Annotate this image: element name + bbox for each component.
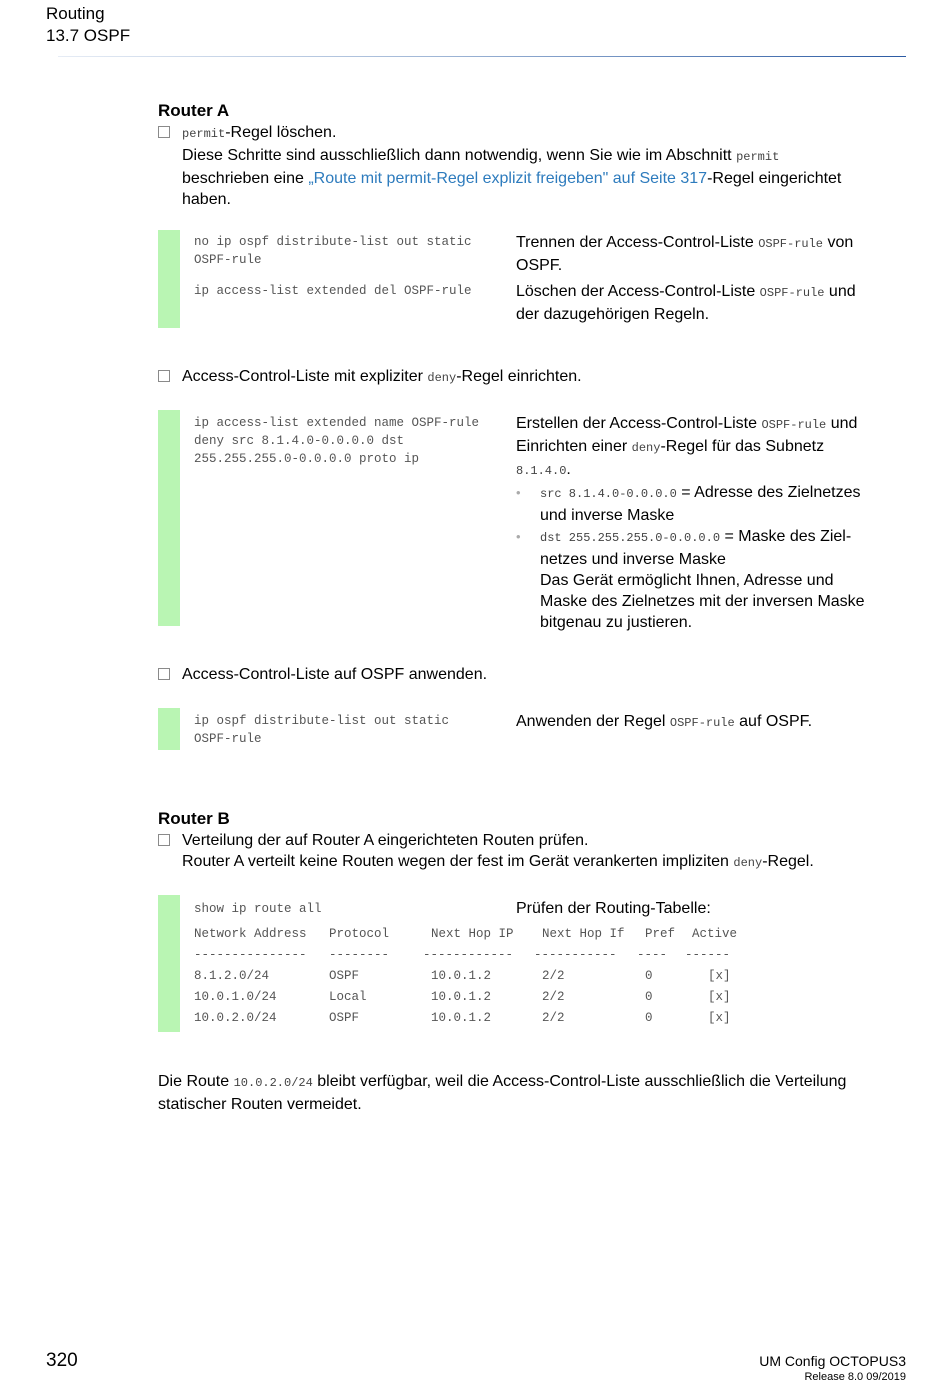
description-disconnect: Trennen der Access-Control-Liste OSPF-rule von OSPF. <box>516 234 854 274</box>
command-disconnect: no ip ospf distribute-list out static OSPF-rule <box>194 235 472 267</box>
router-b-step1: Verteilung der auf Router A eingerichteten Routen prüfen. Router A verteilt keine Routen wegen der fest im Gerät verankerten impliziten deny-Regel. <box>158 830 918 874</box>
table-header-pref: Pref <box>645 927 676 941</box>
checkbox-icon <box>158 126 170 138</box>
page-number: 320 <box>46 1350 78 1371</box>
table-cell: 2/2 <box>542 1011 565 1025</box>
table-cell: 0 <box>645 969 653 983</box>
table-cell: 8.1.2.0/24 <box>194 969 270 983</box>
table-separator: -------- <box>329 948 390 962</box>
table-header-nexthop-if: Next Hop If <box>542 927 625 941</box>
table-separator: ----------- <box>534 948 617 962</box>
section-link[interactable]: „Route mit permit-Regel explizit freigeben" auf Seite 317 <box>308 170 708 187</box>
table-cell: 10.0.1.0/24 <box>194 990 277 1004</box>
checkbox-icon <box>158 668 170 680</box>
code-bar <box>158 230 180 328</box>
footer-document: UM Config OCTOPUS3 <box>759 1353 906 1369</box>
table-cell: [x] <box>708 990 731 1004</box>
footer-release: Release 8.0 09/2019 <box>804 1371 906 1383</box>
table-separator: ------------ <box>423 948 514 962</box>
router-b-heading: Router B <box>158 809 230 828</box>
conclusion-paragraph: Die Route 10.0.2.0/24 bleibt verfügbar, weil die Access-Control-Liste ausschließlich die Verteilung statischer Routen vermeidet. <box>158 1073 847 1113</box>
router-a-step1: permit-Regel löschen. Diese Schritte sind ausschließlich dann notwendig, wenn Sie wie im Abschnitt permit beschrieben eine „Route mit permit-Regel explizit freigeben" auf Seite 317-Regel eingerichtet haben. <box>158 122 918 210</box>
table-header-active: Active <box>692 927 738 941</box>
router-a-heading: Router A <box>158 101 230 120</box>
table-cell: 2/2 <box>542 969 565 983</box>
table-cell: 10.0.1.2 <box>431 969 492 983</box>
header-section: 13.7 OSPF <box>46 26 131 45</box>
table-cell: 0 <box>645 1011 653 1025</box>
table-cell: 0 <box>645 990 653 1004</box>
description-create-acl: Erstellen der Access-Control-Liste OSPF-rule und Einrichten einer deny-Regel für das Subnetz 8.1.4.0. • src 8.1.4.0-0.0.0.0 = Adresse des Zielnetzes und inverse Maske • dst 255.255.255.0-0.0.0.0 = Maske des Ziel- netzes und inverse Maske Das Gerät ermöglicht Ihnen, Adresse und Maske des Zielnetzes mit der inversen Maske bitgenau zu justieren. <box>516 413 908 633</box>
table-cell: 2/2 <box>542 990 565 1004</box>
description-show-route: Prüfen der Routing-Tabelle: <box>516 900 711 917</box>
router-a-step3: Access-Control-Liste auf OSPF anwenden. <box>158 664 487 685</box>
command-create-acl: ip access-list extended name OSPF-rule deny src 8.1.4.0-0.0.0.0 dst 255.255.255.0-0.0.0.0 proto ip <box>194 416 480 466</box>
table-cell: 10.0.1.2 <box>431 1011 492 1025</box>
table-cell: OSPF <box>329 1011 360 1025</box>
table-header-network: Network Address <box>194 927 307 941</box>
table-cell: [x] <box>708 1011 731 1025</box>
table-separator: ------ <box>685 948 731 962</box>
bullet-dst: • dst 255.255.255.0-0.0.0.0 = Maske des Ziel- netzes und inverse Maske Das Gerät ermöglicht Ihnen, Adresse und Maske des Zielnetzes mit der inversen Maske bitgenau zu justieren. <box>516 526 908 633</box>
checkbox-icon <box>158 370 170 382</box>
checkbox-icon <box>158 834 170 846</box>
table-separator: ---- <box>637 948 668 962</box>
code-bar <box>158 708 180 750</box>
command-apply: ip ospf distribute-list out static OSPF-rule <box>194 714 450 746</box>
description-apply: Anwenden der Regel OSPF-rule auf OSPF. <box>516 713 813 730</box>
router-a-step2: Access-Control-Liste mit expliziter deny-Regel einrichten. <box>158 366 582 389</box>
table-cell: [x] <box>708 969 731 983</box>
header-chapter: Routing <box>46 4 105 23</box>
code-bar <box>158 895 180 1032</box>
header-rule <box>58 56 906 57</box>
command-show-route: show ip route all <box>194 902 322 916</box>
table-header-nexthop-ip: Next Hop IP <box>431 927 514 941</box>
code-bar <box>158 410 180 626</box>
table-header-protocol: Protocol <box>329 927 390 941</box>
bullet-src: • src 8.1.4.0-0.0.0.0 = Adresse des Zielnetzes und inverse Maske <box>516 482 908 526</box>
table-cell: Local <box>329 990 367 1004</box>
table-separator: --------------- <box>194 948 307 962</box>
description-delete: Löschen der Access-Control-Liste OSPF-rule und der dazugehörigen Regeln. <box>516 283 856 323</box>
table-cell: OSPF <box>329 969 360 983</box>
table-cell: 10.0.1.2 <box>431 990 492 1004</box>
command-delete: ip access-list extended del OSPF-rule <box>194 284 472 298</box>
table-cell: 10.0.2.0/24 <box>194 1011 277 1025</box>
